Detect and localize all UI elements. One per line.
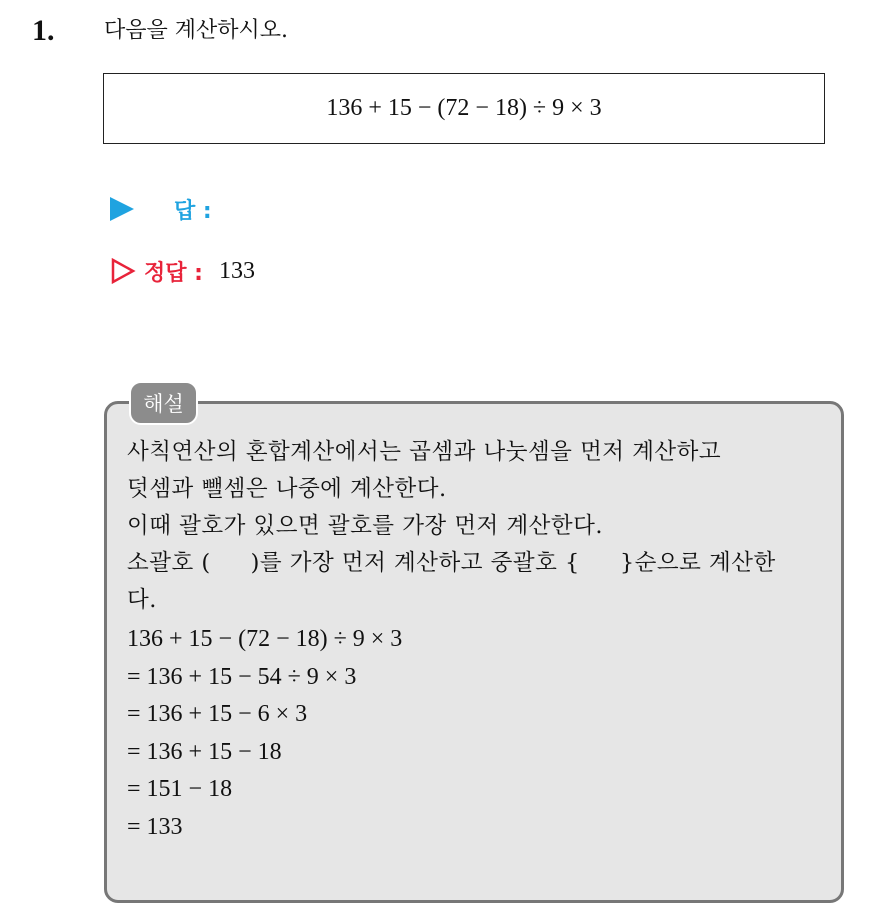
explanation-fragment: 소괄호 ( bbox=[127, 550, 211, 576]
problem-expression-box bbox=[103, 73, 825, 144]
calculation-step: = 151 − 18 bbox=[127, 776, 233, 802]
calculation-step: = 136 + 15 − 54 ÷ 9 × 3 bbox=[127, 663, 357, 690]
play-arrow-icon bbox=[110, 197, 134, 221]
explanation-line: 덧셈과 뺄셈은 나중에 계산한다. bbox=[127, 476, 447, 502]
calculation-step: 136 + 15 − (72 − 18) ÷ 9 × 3 bbox=[127, 626, 403, 652]
answer-label: 답 : bbox=[174, 198, 212, 224]
correct-answer-value: 133 bbox=[218, 257, 255, 284]
explanation-line: 다. bbox=[127, 587, 157, 613]
correct-answer-row bbox=[110, 254, 255, 288]
explanation-line: 이때 괄호가 있으면 괄호를 가장 먼저 계산한다. bbox=[127, 513, 604, 539]
explanation-fragment: }순으로 계산한 bbox=[619, 550, 776, 576]
calculation-steps bbox=[127, 621, 823, 846]
question-number: 1. bbox=[32, 14, 55, 47]
explanation-tag: 해설 bbox=[129, 381, 198, 425]
calculation-step: = 133 bbox=[127, 813, 183, 840]
explanation-fragment: )를 가장 먼저 계산하고 중괄호 { bbox=[250, 550, 580, 576]
calculation-step: = 136 + 15 − 6 × 3 bbox=[127, 701, 308, 727]
calculation-step: = 136 + 15 − 18 bbox=[127, 738, 282, 765]
problem-expression: 136 + 15 − (72 − 18) ÷ 9 × 3 bbox=[326, 95, 602, 121]
explanation-box bbox=[104, 401, 844, 903]
answer-row bbox=[110, 192, 212, 226]
question-text: 다음을 계산하시오. bbox=[104, 18, 289, 43]
explanation-line bbox=[127, 545, 823, 582]
explanation-line: 사칙연산의 혼합계산에서는 곱셈과 나눗셈을 먼저 계산하고 bbox=[127, 439, 722, 465]
explanation-text bbox=[127, 434, 823, 619]
correct-answer-label: 정답 : bbox=[144, 260, 203, 286]
outline-arrow-icon bbox=[110, 258, 136, 284]
